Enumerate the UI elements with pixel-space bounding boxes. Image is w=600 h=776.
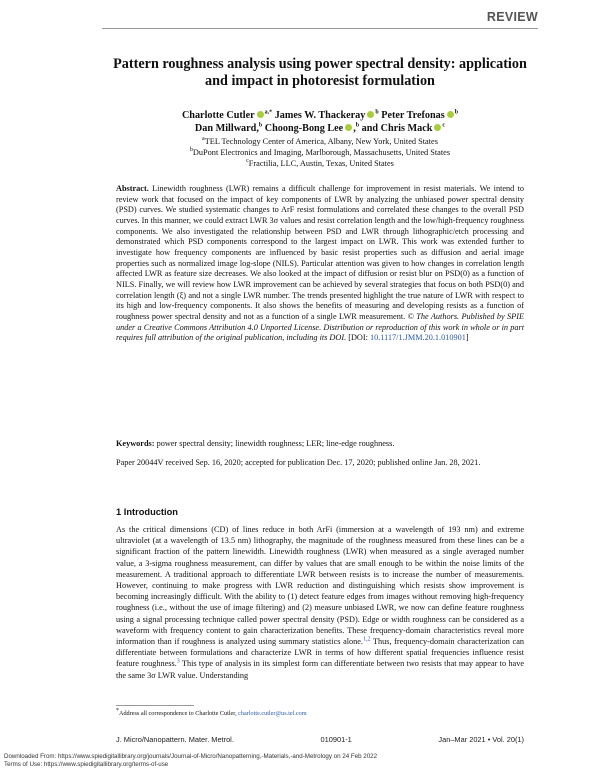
intro-paragraph xyxy=(116,524,524,681)
terms-line: Terms of Use: https://www.spiedigitallibrary.org/terms-of-use xyxy=(4,761,169,768)
affiliation-line: $^c$Fractilia, LLC, Austin, Texas, United States xyxy=(246,158,394,168)
author-name[interactable]: and Chris Mack xyxy=(361,122,433,134)
download-notice xyxy=(4,753,377,769)
doi-suffix: ] xyxy=(465,333,469,343)
author-list: Charlotte Cutler $^{a,*}$ James W. Thackeray $^b$ Peter Trefonas $^b$ Dan Millward,$^b$ Choong-Bong Lee ,$^b$ and Chris Mack $^c$ xyxy=(181,109,459,134)
reference-link[interactable]: 1,2 xyxy=(363,636,371,643)
abstract-text: Linewidth roughness (LWR) remains a difficult challenge for improvement in resist materials. We intend to review work that focused on the impact of key components of LWR by analyzing the unbiased power spectral density (PSD) curves. We studied systematic changes to ArF resist formulations and correlated these changes to the overall PSD curves. In this manner, we could extract LWR 3σ values and resist correlation length and the low/high-frequency roughness components. We also investigated the relationship between PSD and LWR through lithographic/etch processing and demonstrated which PSD components correspond to the largest impact on LWR. This work was extended further to investigate how frequency components are influenced by basic resist properties such as diffusion and aerial image properties such as normalized image log-slope (NILS). Particular attention was given to how changes in correlation length affected LWR as feature size decreases. We also looked at the impact of diffusion or resist blur on PSD(0) as a function of NILS. Finally, we will review how LWR improvement can be achieved by several strategies that focus on both PSD(0) and correlation length (ξ) and not a single LWR number. The trends presented highlight the true nature of LWR with respect to its high and low-frequency components. It also shows the benefits of measuring and developing resists as a function of roughness power spectral density and not as a function of a single LWR measurement. xyxy=(116,184,524,321)
orcid-icon[interactable] xyxy=(345,124,352,131)
affiliations xyxy=(112,136,528,169)
author-name[interactable]: Peter Trefonas xyxy=(381,110,445,121)
footnote-rule xyxy=(116,705,194,706)
author-name[interactable]: James W. Thackeray xyxy=(274,110,366,121)
section-label: REVIEW xyxy=(486,10,538,24)
keywords-label: Keywords: xyxy=(116,439,155,448)
intro-text: As the critical dimensions (CD) of lines reduce in both ArFi (immersion at a wavelength of 193 nm) and extreme ultraviolet (at a wavelength of 13.5 nm) lithography, the magnitude of the roughness measured from these lines can be a significant fraction of the pattern linewidth. Linewidth roughness (LWR) when measured as a single averaged number value, a 3-sigma roughness measurement, can differ by values that are small enough to be within the noise limits of the measurement. A traditional approach to differentiate LWR between resists is to increase the number of measurements. However, continuing to make progress with LWR reduction and distinguishing which resists show improvement is becoming increasingly difficult. With the ability to (1) detect feature edges from images without removing high-frequency roughness (i.e., without the use of image filtering) and (2) measure unbiased LWR, we now can define feature roughness using a signal processing technique called power spectral density (PSD). Edge or width roughness can be considered as a waveform with frequency content to gain characterization benefits. These frequency-domain characteristics reveal more information than if roughness is analyzed using summary statistics alone. xyxy=(116,525,524,647)
header-rule xyxy=(102,28,538,29)
author-affiliation-mark: b xyxy=(355,122,360,129)
affiliation-line: $^b$DuPont Electronics and Imaging, Marlborough, Massachusetts, United States xyxy=(189,147,451,157)
author-affiliation-mark: b xyxy=(454,109,459,116)
download-line: Downloaded From: https://www.spiedigitallibrary.org/journals/Journal-of-Micro/Nanopatterning,-Materials,-and-Metrology on 24 Feb 2022 xyxy=(4,753,378,760)
orcid-icon[interactable] xyxy=(257,111,264,118)
section-heading: 1 Introduction xyxy=(116,507,178,517)
journal-name: J. Micro/Nanopattern. Mater. Metrol. xyxy=(116,735,234,744)
author-affiliation-mark: c xyxy=(442,122,446,129)
keywords-text: power spectral density; linewidth roughness; LER; line-edge roughness. xyxy=(156,439,395,448)
abstract-label: Abstract. xyxy=(116,184,149,193)
author-name[interactable]: Charlotte Cutler xyxy=(181,110,255,121)
intro-text: Thus, frequency-domain characterization can differentiate between formulations and characterize LWR in terms of how different spatial frequencies influence resist feature roughness. xyxy=(116,637,524,669)
abstract xyxy=(116,184,524,344)
author-affiliation-mark: b xyxy=(375,109,379,116)
email-link[interactable]: charlotte.cutler@us.tel.com xyxy=(238,710,307,717)
author-affiliation-mark: a,* xyxy=(264,109,273,116)
orcid-icon[interactable] xyxy=(367,111,374,118)
paper-title: Pattern roughness analysis using power spectral density: application and impact in photoresist formulation xyxy=(113,56,527,89)
intro-text: This type of analysis in its simplest form can differentiate between two resists that may appear to have the same 3σ LWR value. Understanding xyxy=(116,659,524,680)
doi-prefix: [DOI: xyxy=(348,333,370,343)
received-dates: Paper 20044V received Sep. 16, 2020; accepted for publication Dec. 17, 2020; published online Jan. 28, 2021. xyxy=(116,458,481,467)
license-text: © The Authors. Published by SPIE under a Creative Commons Attribution 4.0 Unported License. Distribution or reproduction of this work in whole or in part requires full attribution of the original publication, including its DOI. xyxy=(116,311,525,343)
keywords xyxy=(116,439,524,450)
author-name[interactable]: Dan Millward, xyxy=(194,122,259,134)
author-affiliation-mark: b xyxy=(258,122,263,129)
page-footer xyxy=(116,735,524,744)
doi-link[interactable]: 10.1117/1.JMM.20.1.010901 xyxy=(369,333,466,343)
orcid-icon[interactable] xyxy=(447,111,454,118)
footnote: *Address all correspondence to Charlotte Cutler, charlotte.cutler@us.tel.com xyxy=(116,707,307,717)
article-number: 010901-1 xyxy=(320,735,352,744)
affiliation-line: $^a$TEL Technology Center of America, Albany, New York, United States xyxy=(202,136,438,146)
reference-link[interactable]: 3 xyxy=(176,658,180,665)
issue-info: Jan–Mar 2021 • Vol. 20(1) xyxy=(438,735,524,744)
orcid-icon[interactable] xyxy=(434,124,441,131)
author-name[interactable]: Choong-Bong Lee xyxy=(264,122,344,134)
